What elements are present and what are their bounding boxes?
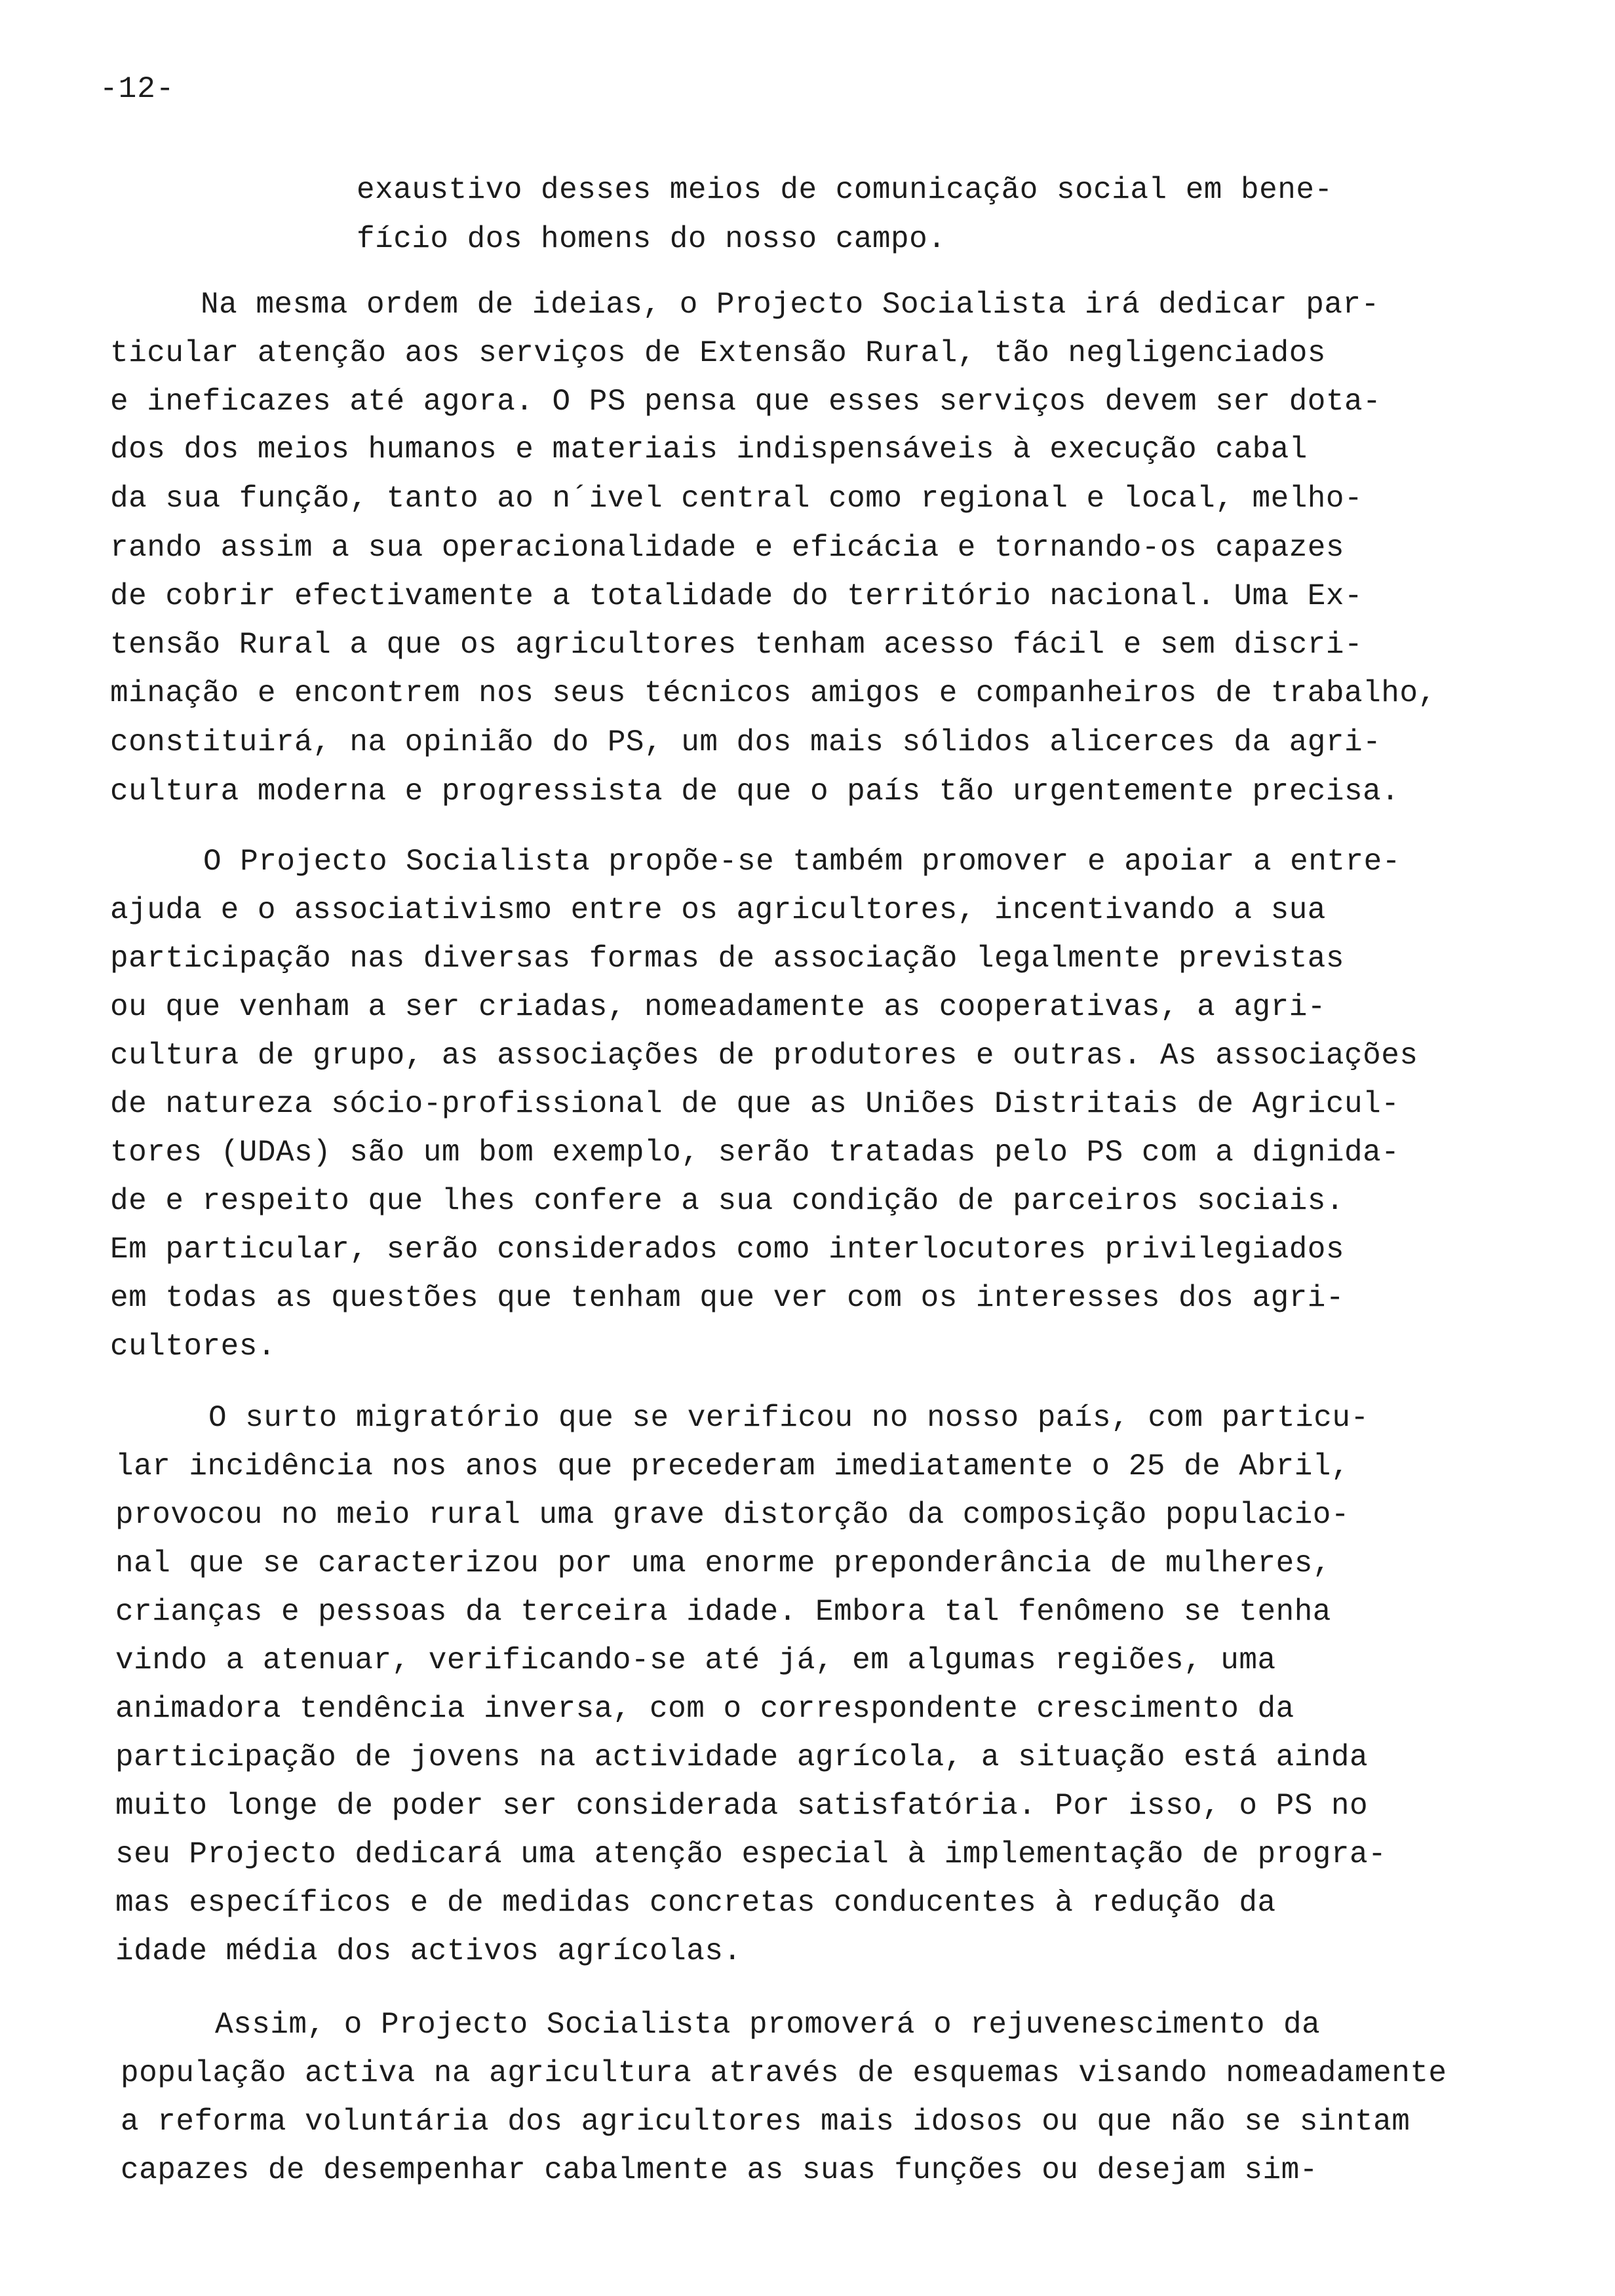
paragraph-3-line-2: ajuda e o associativismo entre os agricultores, incentivando a sua <box>110 893 1326 927</box>
paragraph-4-line-9: muito longe de poder ser considerada satisfatória. Por isso, o PS no <box>115 1789 1369 1823</box>
paragraph-3-line-10: em todas as questões que tenham que ver com os interesses dos agri- <box>110 1281 1345 1315</box>
paragraph-5-line-1: Assim, o Projecto Socialista promoverá o rejuvenescimento da <box>215 2008 1321 2042</box>
paragraph-4-line-3: provocou no meio rural uma grave distorção da composição populacio- <box>115 1498 1350 1532</box>
paragraph-3-line-11: cultores. <box>110 1330 276 1364</box>
paragraph-2-line-7: de cobrir efectivamente a totalidade do território nacional. Uma Ex- <box>110 579 1363 613</box>
paragraph-2-line-8: tensão Rural a que os agricultores tenham acesso fácil e sem discri- <box>110 628 1363 662</box>
paragraph-4-line-7: animadora tendência inversa, com o correspondente crescimento da <box>115 1692 1294 1726</box>
paragraph-3-line-9: Em particular, serão considerados como interlocutores privilegiados <box>110 1233 1345 1267</box>
paragraph-4-line-6: vindo a atenuar, verificando-se até já, em algumas regiões, uma <box>115 1643 1276 1677</box>
paragraph-3-line-6: de natureza sócio-profissional de que as Uniões Distritais de Agricul- <box>110 1087 1400 1121</box>
paragraph-4-line-5: crianças e pessoas da terceira idade. Embora tal fenômeno se tenha <box>115 1595 1331 1629</box>
paragraph-1-line-1: exaustivo desses meios de comunicação social em bene- <box>357 173 1333 207</box>
paragraph-5-line-4: capazes de desempenhar cabalmente as suas funções ou desejam sim- <box>121 2153 1318 2187</box>
paragraph-5-line-2: população activa na agricultura através de esquemas visando nomeadamente <box>121 2056 1447 2090</box>
paragraph-3-line-4: ou que venham a ser criadas, nomeadamente as cooperativas, a agri- <box>110 990 1326 1024</box>
paragraph-2-line-3: e ineficazes até agora. O PS pensa que esses serviços devem ser dota- <box>110 385 1382 419</box>
paragraph-3-line-5: cultura de grupo, as associações de produtores e outras. As associações <box>110 1039 1418 1073</box>
paragraph-4-line-4: nal que se caracterizou por uma enorme preponderância de mulheres, <box>115 1546 1331 1580</box>
paragraph-2-line-4: dos dos meios humanos e materiais indispensáveis à execução cabal <box>110 432 1308 467</box>
paragraph-4-line-1: O surto migratório que se verificou no nosso país, com particu- <box>208 1401 1369 1435</box>
paragraph-2-line-11: cultura moderna e progressista de que o país tão urgentemente precisa. <box>110 775 1400 809</box>
paragraph-3-line-8: de e respeito que lhes confere a sua condição de parceiros sociais. <box>110 1184 1345 1218</box>
page-number: -12- <box>100 72 175 106</box>
paragraph-4-line-10: seu Projecto dedicará uma atenção especial à implementação de progra- <box>115 1837 1387 1871</box>
paragraph-5-line-3: a reforma voluntária dos agricultores mais idosos ou que não se sintam <box>121 2105 1411 2139</box>
paragraph-2-line-10: constituirá, na opinião do PS, um dos mais sólidos alicerces da agri- <box>110 725 1382 759</box>
paragraph-3-line-7: tores (UDAs) são um bom exemplo, serão tratadas pelo PS com a dignida- <box>110 1136 1400 1170</box>
paragraph-4-line-8: participação de jovens na actividade agrícola, a situação está ainda <box>115 1740 1369 1774</box>
paragraph-2-line-5: da sua função, tanto ao n´ivel central como regional e local, melho- <box>110 482 1363 516</box>
paragraph-3-line-3: participação nas diversas formas de associação legalmente previstas <box>110 942 1345 976</box>
paragraph-1-line-2: fício dos homens do nosso campo. <box>357 222 946 256</box>
paragraph-2-line-1: Na mesma ordem de ideias, o Projecto Socialista irá dedicar par- <box>201 288 1380 322</box>
paragraph-4-line-2: lar incidência nos anos que precederam imediatamente o 25 de Abril, <box>115 1449 1350 1483</box>
paragraph-4-line-12: idade média dos activos agrícolas. <box>115 1934 742 1968</box>
paragraph-4-line-11: mas específicos e de medidas concretas conducentes à redução da <box>115 1886 1276 1920</box>
paragraph-2-line-2: ticular atenção aos serviços de Extensão Rural, tão negligenciados <box>110 336 1326 370</box>
paragraph-2-line-9: minação e encontrem nos seus técnicos amigos e companheiros de trabalho, <box>110 676 1437 710</box>
paragraph-2-line-6: rando assim a sua operacionalidade e eficácia e tornando-os capazes <box>110 531 1345 565</box>
paragraph-3-line-1: O Projecto Socialista propõe-se também promover e apoiar a entre- <box>203 845 1401 879</box>
